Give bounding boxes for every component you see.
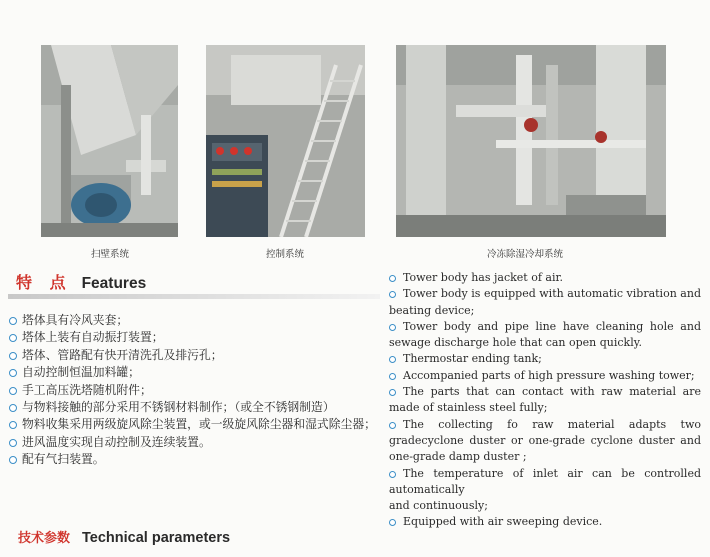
feature-cn-item: 塔体具有冷风夹套； <box>9 312 381 329</box>
feature-en-item: The temperature of inlet air can be controlled automatically and continuously; <box>389 466 701 513</box>
bullet-icon <box>9 334 17 342</box>
feature-en-item: Accompanied parts of high pressure washing tower; <box>389 368 701 384</box>
feature-cn-item: 物料收集采用两级旋风除尘装置，或一级旋风除尘器和湿式除尘器； <box>9 416 381 433</box>
bullet-icon <box>389 324 396 331</box>
feature-en-item: The collecting fo raw material adapts two gradecyclone duster or one-grade cyclone duster and one-grade damp duster ; <box>389 417 701 464</box>
bullet-icon <box>389 471 396 478</box>
bullet-icon <box>389 291 396 298</box>
feature-cn-item: 配有气扫装置。 <box>9 451 381 468</box>
technical-heading-cn: 技术参数 <box>18 531 71 546</box>
caption-wall-sweeping: 扫壁系统 <box>91 249 130 260</box>
photo-control-system <box>206 45 365 237</box>
features-list-cn <box>9 312 381 469</box>
bullet-icon <box>389 389 396 396</box>
technical-parameters-heading <box>18 527 230 546</box>
feature-en-item: Tower body has jacket of air. <box>389 270 701 286</box>
feature-en-item: Tower body and pipe line have cleaning hole and sewage discharge hole that can open quickly. <box>389 319 701 350</box>
technical-heading-en: Technical parameters <box>82 530 231 546</box>
feature-cn-item: 塔体上装有自动振打装置； <box>9 329 381 346</box>
bullet-icon <box>9 439 17 447</box>
bullet-icon <box>389 275 396 282</box>
bullet-icon <box>389 422 396 429</box>
features-heading <box>16 270 146 293</box>
features-list-en <box>389 270 701 531</box>
feature-cn-item: 进风温度实现自动控制及连续装置。 <box>9 434 381 451</box>
features-heading-en: Features <box>81 275 147 292</box>
caption-freeze-cooling: 冷冻除湿冷却系统 <box>487 249 564 260</box>
bullet-icon <box>9 387 17 395</box>
bullet-icon <box>9 404 17 412</box>
features-heading-cn: 特 点 <box>16 273 72 292</box>
feature-cn-item: 与物料接触的部分采用不锈钢材料制作；（或全不锈钢制造） <box>9 399 381 416</box>
feature-en-item: Thermostar ending tank; <box>389 351 701 367</box>
feature-en-item: Tower body is equipped with automatic vibration and beating device; <box>389 287 701 317</box>
feature-cn-item: 塔体、管路配有快开清洗孔及排污孔； <box>9 347 381 364</box>
feature-en-item: Equipped with air sweeping device. <box>389 514 701 530</box>
photo-wall-sweeping-system <box>41 45 178 237</box>
bullet-icon <box>389 373 396 380</box>
feature-cn-item: 手工高压洗塔随机附件； <box>9 382 381 399</box>
feature-en-item: The parts that can contact with raw material are made of stainless steel fully; <box>389 385 701 415</box>
features-heading-bar <box>8 294 380 299</box>
bullet-icon <box>389 519 396 526</box>
bullet-icon <box>9 317 17 325</box>
caption-control-system: 控制系统 <box>266 249 305 260</box>
bullet-icon <box>9 352 17 360</box>
feature-cn-item: 自动控制恒温加料罐； <box>9 364 381 381</box>
bullet-icon <box>389 356 396 363</box>
bullet-icon <box>9 421 17 429</box>
bullet-icon <box>9 369 17 377</box>
bullet-icon <box>9 456 17 464</box>
photo-freeze-dehumidification-cooling-system <box>396 45 666 237</box>
